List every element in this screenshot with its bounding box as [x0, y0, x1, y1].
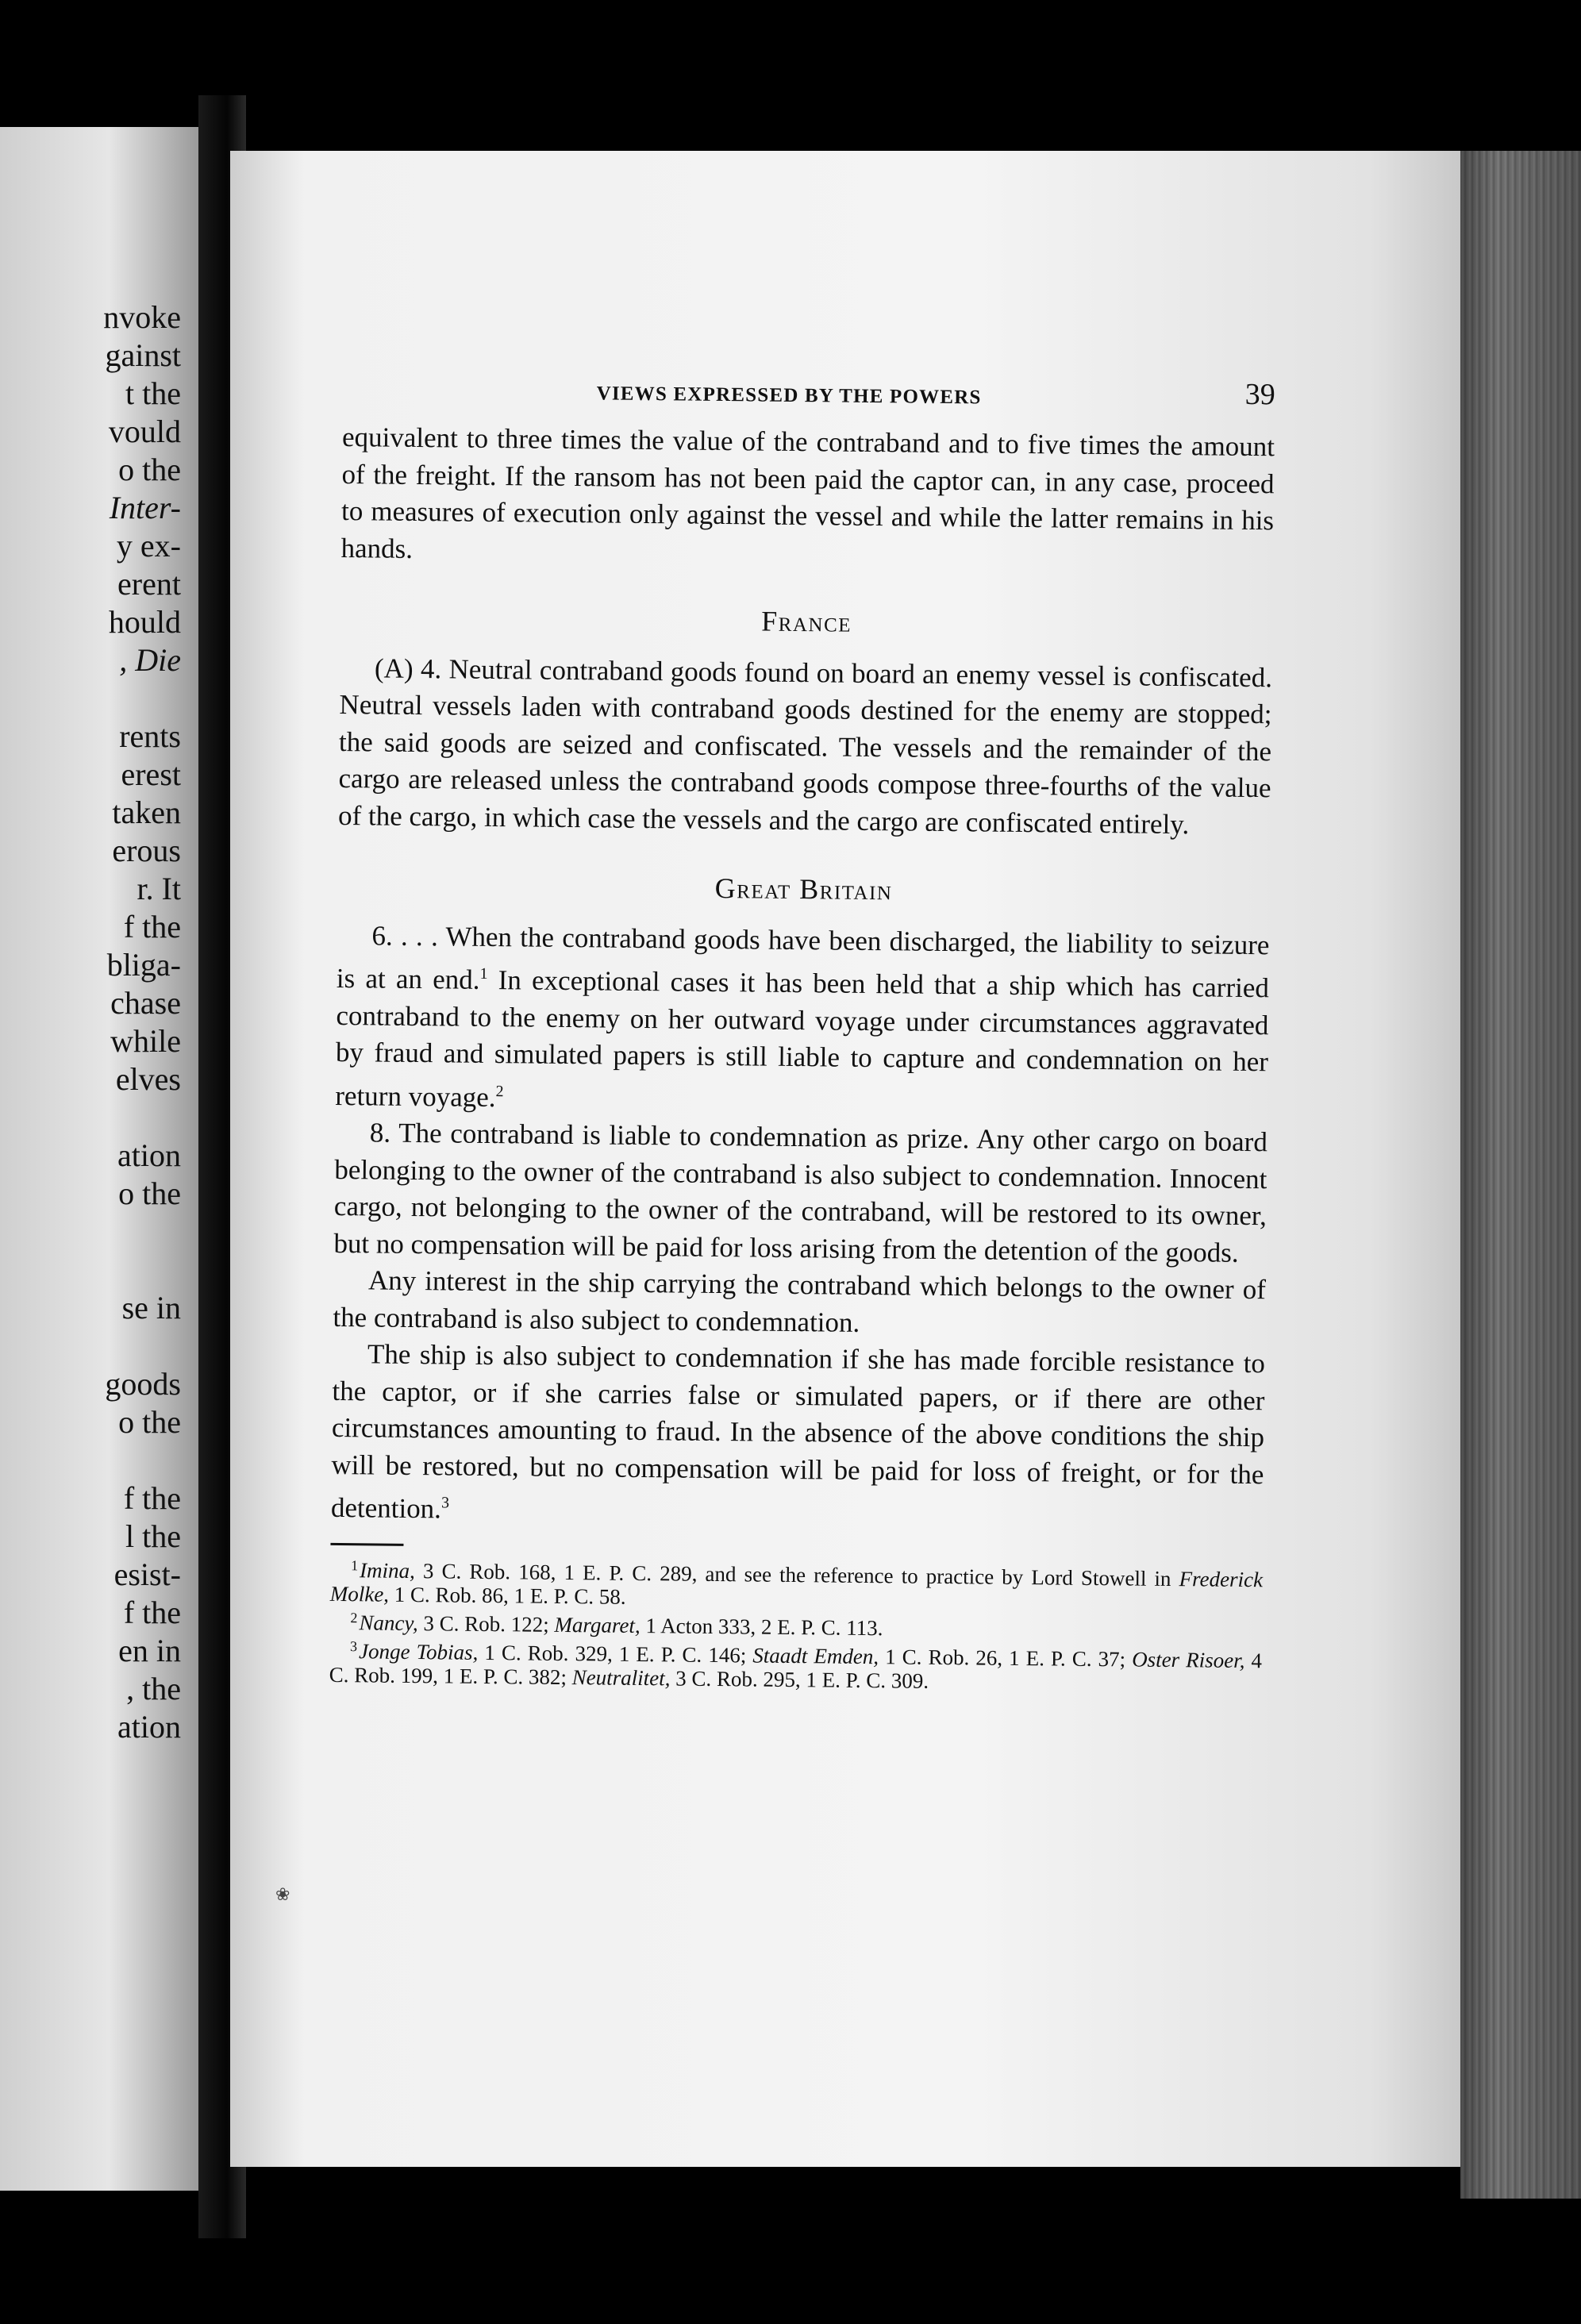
left-page-line-fragment: o the: [118, 1175, 181, 1211]
running-title: VIEWS EXPRESSED BY THE POWERS: [596, 383, 982, 409]
left-page-line-fragment: elves: [115, 1061, 181, 1097]
gb-paragraph-ship-text: The ship is also subject to condemnation if she has made forcible resistance to the captor, or if she carries false or simulated papers, or if there are other circumstances amounting to fraud. In the absence of the above conditions the ship will be restored, but no compensation will be paid for loss of freight, or for the detention.: [330, 1338, 1266, 1525]
left-page-line-fragment: erent: [117, 566, 181, 602]
footnote-1-text-a: 3 C. Rob. 168, 1 E. P. C. 289, and see the reference to practice by Lord Stowell in: [414, 1558, 1179, 1591]
left-page-line-fragment: , Die: [119, 642, 181, 678]
page-number: 39: [1244, 377, 1275, 412]
heading-france: France: [761, 605, 852, 638]
gb-paragraph-6-part1: 6. . . . When the contraband goods have been discharged, the liability to seizure is at an end.: [336, 919, 1270, 995]
footnote-2-text-b: 1 Acton 333, 2 E. P. C. 113.: [640, 1613, 883, 1640]
france-paragraph: (A) 4. Neutral contraband goods found on board an enemy vessel is confiscated. Neutral vessels laden with contraband goods destined for the enemy are stopped; the said goods are seized and confiscated. The vessels and the remainder of the cargo are released unless the contraband goods compose three-fourths of the value of the cargo, in which case the vessels and the cargo are confiscated entirely.: [337, 652, 1273, 840]
left-page-line-fragment: f the: [123, 909, 181, 945]
footnote-3-text-b: 1 C. Rob. 26, 1 E. P. C. 37;: [878, 1644, 1133, 1671]
left-facing-page: [0, 127, 198, 2191]
gb-paragraph-interest: Any interest in the ship carrying the contraband which belongs to the owner of the contraband is also subject to condemnation.: [333, 1264, 1267, 1338]
left-page-line-fragment: nvoke: [103, 299, 181, 335]
left-page-line-fragment: goods: [105, 1366, 181, 1402]
footnote-3-case-jonge-tobias: Jonge Tobias,: [358, 1638, 479, 1664]
left-page-line-fragment: o the: [118, 452, 181, 487]
footnote-1-text-b: 1 C. Rob. 86, 1 E. P. C. 58.: [388, 1582, 626, 1609]
footnote-3-text-c: 4 C. Rob. 199, 1 E. P. C. 382;: [329, 1648, 1263, 1689]
footnote-3-text-d: 3 C. Rob. 295, 1 E. P. C. 309.: [670, 1665, 929, 1693]
left-page-line-fragment: gainst: [105, 337, 181, 373]
left-page-line-fragment: while: [110, 1023, 181, 1059]
footnote-2-case-nancy: Nancy,: [359, 1610, 418, 1635]
running-head: [342, 367, 1275, 424]
left-page-line-fragment: Inter-: [109, 490, 181, 525]
footnote-3-case-neutralitet: Neutralitet,: [571, 1664, 671, 1690]
gb-paragraph-6-part2: In exceptional cases it has been held that a ship which has carried contraband to the enemy on her outward voyage under circumstances aggravated by fraud and simulated papers is still liable to capture and condemnation on her return voyage.: [335, 964, 1270, 1113]
left-page-line-fragment: ation: [117, 1709, 181, 1745]
left-page-line-fragment: l the: [125, 1518, 181, 1554]
left-page-line-fragment: esist-: [113, 1556, 181, 1592]
gb-paragraph-8: 8. The contraband is liable to condemnation as prize. Any other cargo on board belonging to the owner of the contraband is also subject to condemnation. Innocent cargo, not belonging to the owner of the contraband, will be restored to its owner, but no compensation will be paid for loss arising from the detention of the goods.: [333, 1117, 1268, 1268]
footnote-2-number: 2: [350, 1609, 358, 1626]
note-ref-3: 3: [440, 1494, 450, 1512]
footnote-1-case-frederick-molke: Frederick Molke,: [329, 1566, 1264, 1606]
footnote-2-case-margaret: Margaret,: [554, 1612, 640, 1637]
left-page-line-fragment: bliga-: [106, 947, 181, 983]
heading-great-britain: Great Britain: [714, 872, 893, 906]
left-page-line-fragment: erest: [121, 756, 181, 792]
footnote-3: [329, 1633, 1263, 1695]
gb-paragraph-6: [335, 917, 1270, 1124]
footnote-3-text-a: 1 C. Rob. 329, 1 E. P. C. 146;: [478, 1640, 753, 1667]
note-ref-1: 1: [479, 964, 488, 983]
page-text-column: [329, 367, 1275, 1696]
left-page-line-fragment: ation: [117, 1137, 181, 1173]
left-page-line-fragment: t the: [125, 375, 181, 411]
left-page-line-fragment: f the: [123, 1595, 181, 1630]
left-page-line-fragment: rents: [119, 718, 181, 754]
left-page-line-fragment: y ex-: [116, 528, 181, 564]
note-ref-2: 2: [495, 1082, 504, 1100]
left-page-line-fragment: se in: [121, 1290, 181, 1326]
left-page-line-fragment: en in: [118, 1633, 181, 1668]
left-page-line-fragment: hould: [108, 604, 181, 640]
ink-speck-mark: ❀: [275, 1884, 290, 1904]
left-page-line-fragment: o the: [118, 1404, 181, 1440]
left-page-line-fragment: taken: [112, 795, 181, 830]
footnote-1-case-imina: Imina,: [359, 1557, 416, 1583]
page-stack-shadow: [1460, 151, 1581, 2199]
gb-paragraph-ship: [331, 1336, 1265, 1537]
footnote-1-number: 1: [351, 1556, 359, 1573]
left-page-line-fragment: chase: [110, 985, 181, 1021]
left-page-line-fragment: vould: [108, 414, 181, 449]
left-page-line-fragment: erous: [112, 833, 181, 868]
footnote-3-number: 3: [350, 1637, 358, 1654]
left-page-line-fragment: f the: [123, 1480, 181, 1516]
footnote-rule: [330, 1542, 403, 1545]
footnote-3-case-oster-risoer: Oster Risoer,: [1132, 1647, 1245, 1672]
left-page-line-fragment: , the: [126, 1671, 181, 1706]
footnote-3-case-staadt-emden: Staadt Emden,: [752, 1642, 879, 1668]
left-page-line-fragment: r. It: [137, 871, 181, 906]
intro-paragraph: equivalent to three times the value of the contraband and to five times the amount of the freight. If the ransom has not been paid the captor can, in any case, proceed to measures of execution only against the vessel and while the latter remains in his hands.: [340, 421, 1275, 564]
footnote-1: [330, 1553, 1264, 1614]
footnote-2-text-a: 3 C. Rob. 122;: [417, 1610, 555, 1637]
